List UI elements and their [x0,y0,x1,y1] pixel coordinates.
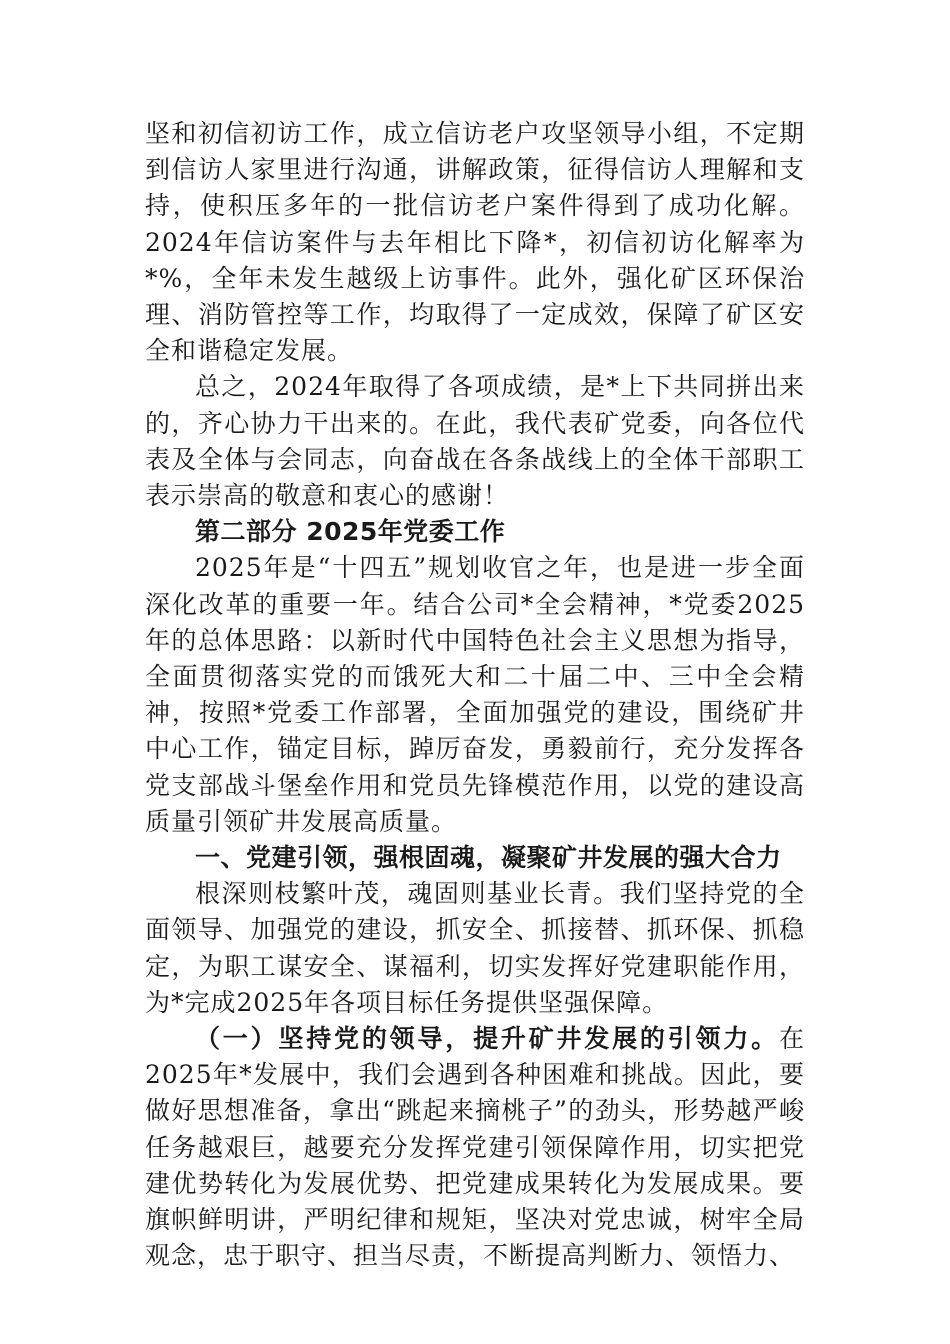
paragraph-petition-work: 坚和初信初访工作，成立信访老户攻坚领导小组，不定期到信访人家里进行沟通，讲解政策，征得信访人理解和支持，使积压多年的一批信访老户案件得到了成功化解。2024年信访案件与去年相比下降*，初信初访化解率为*%，全年未发生越级上访事件。此外，强化矿区环保治理、消防管控等工作，均取得了一定成效，保障了矿区安全和谐稳定发展。 [145,119,805,366]
subsection-one-lead: （一）坚持党的领导，提升矿井发展的引领力。 [195,1024,779,1054]
paragraph-2025-general-idea: 2025年是“十四五”规划收官之年，也是进一步全面深化改革的重要一年。结合公司*全会精神，*党委2025年的总体思路：以新时代中国特色社会主义思想为指导，全面贯彻落实党的而饿死大和二十届二中、三中全会精神，按照*党委工作部署，全面加强党的建设，围绕矿井中心工作，锚定目标，踔厉奋发，勇毅前行，充分发挥各党支部战斗堡垒作用和党员先锋模范作用，以党的建设高质量引领矿井发展高质量。 [145,553,805,836]
paragraph-subsection-one [145,1021,805,1274]
document-body [145,116,805,1275]
subsection-one-text: 在2025年*发展中，我们会遇到各种困难和挑战。因此，要做好思想准备，拿出“跳起来摘桃子”的劲头，形势越严峻任务越艰巨，越要充分发挥党建引领保障作用，切实把党建优势转化为发展优势、把党建成果转化为发展成果。要旗帜鲜明讲，严明纪律和规矩，坚决对党忠诚，树牢全局观念，忠于职守、担当尽责，不断提高判断力、领悟力、 [145,1024,805,1271]
section-heading-party-building: 一、党建引领，强根固魂，凝聚矿井发展的强大合力 [195,843,782,873]
section-heading-part-two: 第二部分 2025年党委工作 [195,517,506,547]
paragraph-party-leadership: 根深则枝繁叶茂，魂固则基业长青。我们坚持党的全面领导、加强党的建设，抓安全、抓接替、抓环保、抓稳定，为职工谋安全、谋福利，切实发挥好党建职能作用，为*完成2025年各项目标任务提供坚强保障。 [145,879,805,1017]
paragraph-summary-thanks: 总之，2024年取得了各项成绩，是*上下共同拼出来的，齐心协力干出来的。在此，我代表矿党委，向各位代表及全体与会同志，向奋战在各条战线上的全体干部职工表示崇高的敬意和衷心的感谢！ [145,372,805,511]
